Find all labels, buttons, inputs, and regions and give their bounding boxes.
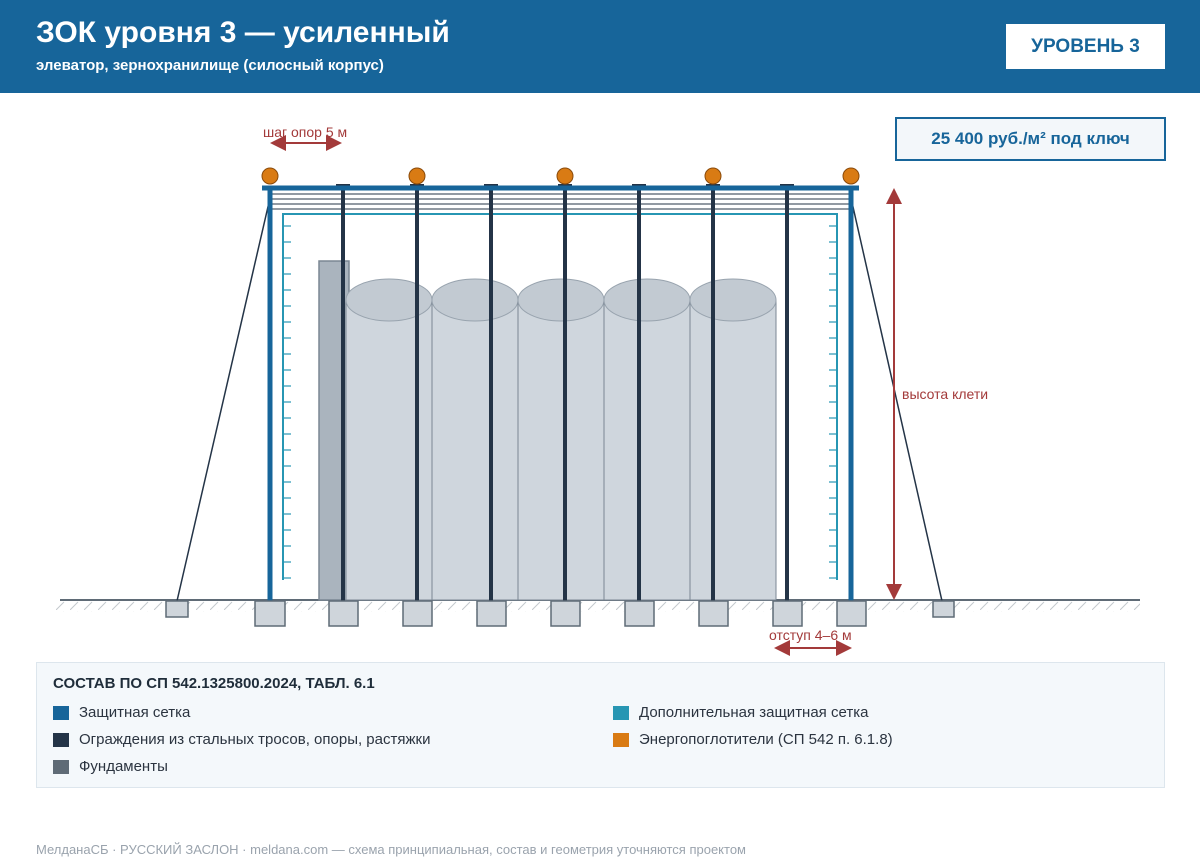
legend-label: Фундаменты bbox=[79, 758, 168, 775]
legend-label: Ограждения из стальных тросов, опоры, растяжки bbox=[79, 731, 431, 748]
silo bbox=[432, 300, 518, 600]
legend-swatch bbox=[613, 706, 629, 720]
legend-swatch bbox=[613, 733, 629, 747]
page-header bbox=[0, 0, 1200, 93]
silo-top bbox=[604, 279, 690, 321]
legend-label: Дополнительная защитная сетка bbox=[639, 704, 869, 721]
silo bbox=[518, 300, 604, 600]
legend-item-additional-mesh bbox=[613, 704, 868, 721]
setback-label: отступ 4–6 м bbox=[769, 627, 852, 643]
level-badge: УРОВЕНЬ 3 bbox=[1006, 24, 1165, 69]
ground-hatch bbox=[55, 601, 1140, 612]
page-title: ЗОК уровня 3 — усиленный bbox=[36, 16, 450, 49]
silo bbox=[690, 300, 776, 600]
silo bbox=[346, 300, 432, 600]
energy-absorbers bbox=[262, 168, 859, 184]
fence-diagram bbox=[0, 93, 1200, 663]
legend-swatch bbox=[53, 733, 69, 747]
legend-swatch bbox=[53, 706, 69, 720]
cage-height-label: высота клети bbox=[902, 386, 989, 402]
legend-label: Энергопоглотители (СП 542 п. 6.1.8) bbox=[639, 731, 893, 748]
page-subtitle: элеватор, зернохранилище (силосный корпус) bbox=[36, 57, 384, 74]
silo-top bbox=[518, 279, 604, 321]
legend-title: СОСТАВ ПО СП 542.1325800.2024, ТАБЛ. 6.1 bbox=[53, 675, 375, 692]
footer-note: МелданаСБ · РУССКИЙ ЗАСЛОН · meldana.com — схема принципиальная, состав и геометрия уточняются проектом bbox=[36, 842, 746, 857]
legend-swatch bbox=[53, 760, 69, 774]
legend-label: Защитная сетка bbox=[79, 704, 191, 721]
silo bbox=[604, 300, 690, 600]
steel-cables bbox=[270, 194, 851, 209]
silo-top bbox=[346, 279, 432, 321]
legend bbox=[36, 662, 1165, 788]
price-box: 25 400 руб./м² под ключ bbox=[895, 117, 1166, 161]
legend-item-energy-absorbers bbox=[613, 731, 893, 748]
silo-top bbox=[432, 279, 518, 321]
legend-item-cables-supports bbox=[53, 731, 430, 748]
silo-top bbox=[690, 279, 776, 321]
silo-building bbox=[319, 261, 776, 600]
legend-item-protective-mesh bbox=[53, 704, 190, 721]
legend-item-foundations bbox=[53, 758, 168, 775]
support-spacing-label: шаг опор 5 м bbox=[263, 124, 348, 140]
